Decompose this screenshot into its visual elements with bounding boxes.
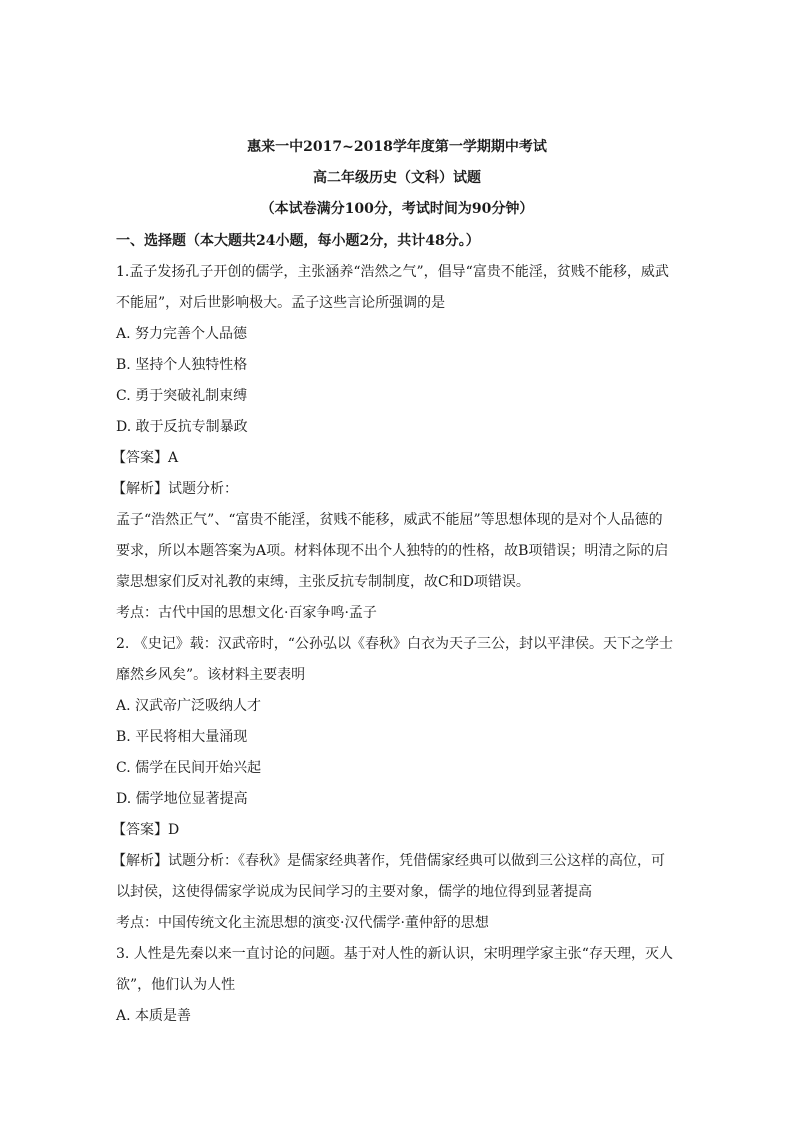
section-heading: 一、选择题（本大题共24小题，每小题2分，共计48分。）: [116, 233, 480, 249]
q2-option-a: A. 汉武帝广泛吸纳人才: [116, 698, 262, 714]
q1-option-b: B. 坚持个人独特性格: [116, 357, 248, 373]
q1-analysis-line2: 要求，所以本题答案为A项。材料体现不出个人独特的的性格，故B项错误；明清之际的启: [116, 543, 669, 559]
q1-point: 考点：古代中国的思想文化·百家争鸣·孟子: [116, 605, 377, 621]
q2-point: 考点：中国传统文化主流思想的演变·汉代儒学·董仲舒的思想: [116, 915, 489, 931]
q1-analysis-line3: 蒙思想家们反对礼教的束缚，主张反抗专制制度，故C和D项错误。: [116, 574, 530, 590]
q2-option-c: C. 儒学在民间开始兴起: [116, 760, 262, 776]
q1-stem-line2: 不能屈”，对后世影响极大。孟子这些言论所强调的是: [116, 295, 446, 311]
exam-title: 惠来一中2017~2018学年度第一学期期中考试: [247, 139, 547, 155]
q2-option-b: B. 平民将相大量涌现: [116, 729, 248, 745]
q1-analysis-title: 【解析】试题分析：: [112, 481, 238, 497]
q1-option-d: D. 敢于反抗专制暴政: [116, 419, 248, 435]
q3-stem-line2: 欲”，他们认为人性: [116, 977, 236, 993]
q3-stem-line1: 3. 人性是先秦以来一直讨论的问题。基于对人性的新认识，宋明理学家主张“存天理，灭人: [116, 946, 673, 962]
q2-option-d: D. 儒学地位显著提高: [116, 791, 248, 807]
q1-answer: 【答案】A: [112, 450, 179, 466]
q2-analysis-line2: 以封侯，这使得儒家学说成为民间学习的主要对象，儒学的地位得到显著提高: [116, 884, 592, 900]
q2-analysis-line1: 【解析】试题分析：《春秋》是儒家经典著作，凭借儒家经典可以做到三公这样的高位，可: [112, 853, 665, 869]
q1-analysis-line1: 孟子“浩然正气”、“富贵不能淫，贫贱不能移，威武不能屈”等思想体现的是对个人品德的: [116, 512, 663, 528]
q3-option-a: A. 本质是善: [116, 1008, 192, 1024]
q1-option-a: A. 努力完善个人品德: [116, 326, 248, 342]
q2-answer: 【答案】D: [112, 822, 180, 838]
q2-stem-line1: 2. 《史记》载：汉武帝时，“公孙弘以《春秋》白衣为天子三公，封以平津侯。天下之学士: [116, 636, 673, 652]
q1-option-c: C. 勇于突破礼制束缚: [116, 388, 248, 404]
exam-subtitle: 高二年级历史（文科）试题: [313, 170, 481, 186]
q1-stem-line1: 1.孟子发扬孔子开创的儒学，主张涵养“浩然之气”，倡导“富贵不能淫，贫贱不能移，威武: [116, 264, 669, 280]
q2-stem-line2: 靡然乡风矣”。该材料主要表明: [116, 667, 306, 683]
exam-note: （本试卷满分100分，考试时间为90分钟）: [260, 201, 534, 217]
